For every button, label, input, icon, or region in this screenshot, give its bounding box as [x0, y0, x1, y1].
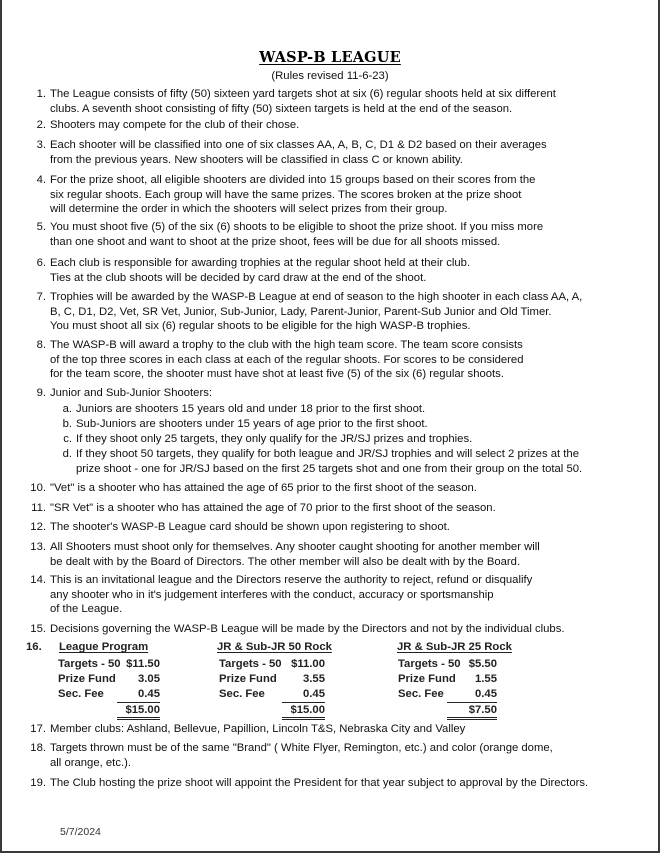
rule-text: Junior and Sub-Junior Shooters: — [50, 387, 213, 399]
fee-label: Targets - 50 — [219, 657, 282, 670]
rule-text: "SR Vet" is a shooter who has attained the age of 70 prior to the first shoot of the season. — [50, 502, 496, 514]
fee-total: $7.50 — [447, 702, 497, 720]
rule-text: This is an invitational league and the Directors reserve the authority to reject, refund or disqualify any shooter who in it's judgement interferes with the conduct, accuracy or sportsmanship of the League. — [50, 574, 533, 615]
rule-number: 15. — [30, 623, 46, 635]
rule-text: You must shoot five (5) of the six (6) shoots to be eligible to shoot the prize shoot. If you miss more than one shoot and want to shoot at the prize shoot, fees will be due for all shoots missed. — [50, 221, 544, 248]
fee-row — [58, 686, 160, 701]
rule-text: The shooter's WASP-B League card should be shown upon registering to shoot. — [50, 521, 450, 533]
sub-rule-text: Juniors are shooters 15 years old and under 18 prior to the first shoot. — [76, 403, 426, 415]
fee-row — [398, 686, 497, 701]
rule-number: 1. — [36, 88, 46, 100]
rule-text: Member clubs: Ashland, Bellevue, Papillion, Lincoln T&S, Nebraska City and Valley — [50, 723, 466, 735]
rule-number: 17. — [30, 723, 46, 735]
rule-number: 10. — [30, 482, 46, 494]
fee-row — [398, 656, 497, 671]
rule-text: "Vet" is a shooter who has attained the age of 65 prior to the first shoot of the season. — [50, 482, 477, 494]
fee-label: Prize Fund — [58, 672, 116, 685]
fee-label: Prize Fund — [219, 672, 277, 685]
rule-number: 5. — [36, 221, 46, 233]
fee-amount: 3.05 — [138, 672, 160, 685]
rule-text: The League consists of fifty (50) sixteen yard targets shot at six (6) regular shoots held at six different clubs. A seventh shoot consisting of fifty (50) sixteen targets is held at the end of the season. — [50, 88, 556, 115]
rule-text: Decisions governing the WASP-B League will be made by the Directors and not by the individual clubs. — [50, 623, 565, 635]
rule-number: 16. — [26, 641, 42, 653]
fee-label: Sec. Fee — [219, 687, 265, 700]
rule-text: Each shooter will be classified into one of six classes AA, A, B, C, D1 & D2 based on their averages from the previous years. New shooters will be classified in class C or known ability. — [50, 139, 547, 166]
fee-total: $15.00 — [282, 702, 325, 720]
fee-table-heading: JR & Sub-JR 25 Rock — [397, 641, 512, 653]
fee-row — [58, 671, 160, 686]
document-subtitle: (Rules revised 11-6-23) — [271, 70, 389, 82]
rule-number: 13. — [30, 541, 46, 553]
sub-rule-text: If they shoot only 25 targets, they only qualify for the JR/SJ prizes and trophies. — [76, 433, 473, 445]
rule-text: Shooters may compete for the club of their chose. — [50, 119, 300, 131]
sub-rule-text: Sub-Juniors are shooters under 15 years of age prior to the first shoot. — [76, 418, 428, 430]
fee-total: $15.00 — [117, 702, 160, 720]
fee-amount: $5.50 — [468, 657, 497, 670]
rule-number: 6. — [36, 257, 46, 269]
sub-rule-letter: b. — [62, 418, 72, 430]
fee-label: Prize Fund — [398, 672, 456, 685]
fee-schedule — [2, 641, 662, 721]
fee-table-jr-25-rock — [397, 641, 512, 720]
sub-rule-letter: c. — [63, 433, 72, 445]
fee-amount: 0.45 — [303, 687, 325, 700]
rule-text: All Shooters must shoot only for themselves. Any shooter caught shooting for another member will be dealt with by the Board of Directors. The other member will also be dealt with by the Board. — [50, 541, 540, 568]
rule-text: Trophies will be awarded by the WASP-B League at end of season to the high shooter in each class AA, A, B, C, D1, D2, Vet, SR Vet, Junior, Sub-Junior, Lady, Parent-Junior, Parent-Sub Junior and Old Timer. You must shoot all six (6) regular shoots to be eligible for the high WASP-B trophies. — [50, 291, 583, 332]
fee-amount: 3.55 — [303, 672, 325, 685]
fee-amount: 1.55 — [475, 672, 497, 685]
rule-number: 3. — [36, 139, 46, 151]
fee-table-heading: JR & Sub-JR 50 Rock — [217, 641, 332, 653]
rule-number: 18. — [30, 742, 46, 754]
fee-label: Sec. Fee — [398, 687, 444, 700]
rule-text: For the prize shoot, all eligible shooters are divided into 15 groups based on their scores from the six regular shoots. Each group will have the same prizes. The scores broken at the prize shoot will determine the order in which the shooters will select prizes from their group. — [50, 174, 536, 215]
sub-rule-letter: a. — [62, 403, 72, 415]
fee-row — [219, 656, 325, 671]
fee-amount: $11.00 — [291, 657, 325, 670]
rule-number: 12. — [30, 521, 46, 533]
sub-rule-letter: d. — [62, 448, 72, 460]
fee-label: Sec. Fee — [58, 687, 104, 700]
rule-text: Each club is responsible for awarding trophies at the regular shoot held at their club. Ties at the club shoots will be decided by card draw at the end of the shoot. — [50, 257, 471, 284]
fee-amount: 0.45 — [138, 687, 160, 700]
sub-rule-text: If they shoot 50 targets, they qualify for both league and JR/SJ trophies and will select 2 prizes at the prize shoot - one for JR/SJ based on the first 25 targets shot and one from their group on the total 50. — [76, 448, 583, 475]
fee-label: Targets - 50 — [58, 657, 121, 670]
rule-number: 9. — [36, 387, 46, 399]
document-date: 5/7/2024 — [60, 826, 101, 838]
fee-table-jr-50-rock — [217, 641, 332, 720]
rule-number: 7. — [36, 291, 46, 303]
document-title: WASP-B LEAGUE — [259, 49, 401, 66]
fee-label: Targets - 50 — [398, 657, 461, 670]
fee-row — [219, 686, 325, 701]
fee-amount: 0.45 — [475, 687, 497, 700]
rule-number: 2. — [36, 119, 46, 131]
fee-row — [219, 671, 325, 686]
fee-table-heading: League Program — [59, 641, 149, 653]
fee-table-league-program — [58, 641, 160, 720]
rule-number: 14. — [30, 574, 46, 586]
rule-text: Targets thrown must be of the same "Brand" ( White Flyer, Remington, etc.) and color (orange dome, all orange, etc.). — [50, 742, 553, 769]
fee-row — [398, 671, 497, 686]
fee-row — [58, 656, 160, 671]
fee-amount: $11.50 — [126, 657, 160, 670]
rule-number: 11. — [31, 502, 46, 514]
rule-number: 4. — [36, 174, 46, 186]
rule-text: The Club hosting the prize shoot will appoint the President for that year subject to approval by the Directors. — [50, 777, 589, 789]
rule-text: The WASP-B will award a trophy to the club with the high team score. The team score consists of the top three scores in each class at each of the regular shoots. For scores to be considered for the team score, the shooter must have shot at least five (5) of the six (6) regular shoots. — [50, 339, 524, 380]
rule-number: 19. — [30, 777, 46, 789]
rule-number: 8. — [36, 339, 46, 351]
